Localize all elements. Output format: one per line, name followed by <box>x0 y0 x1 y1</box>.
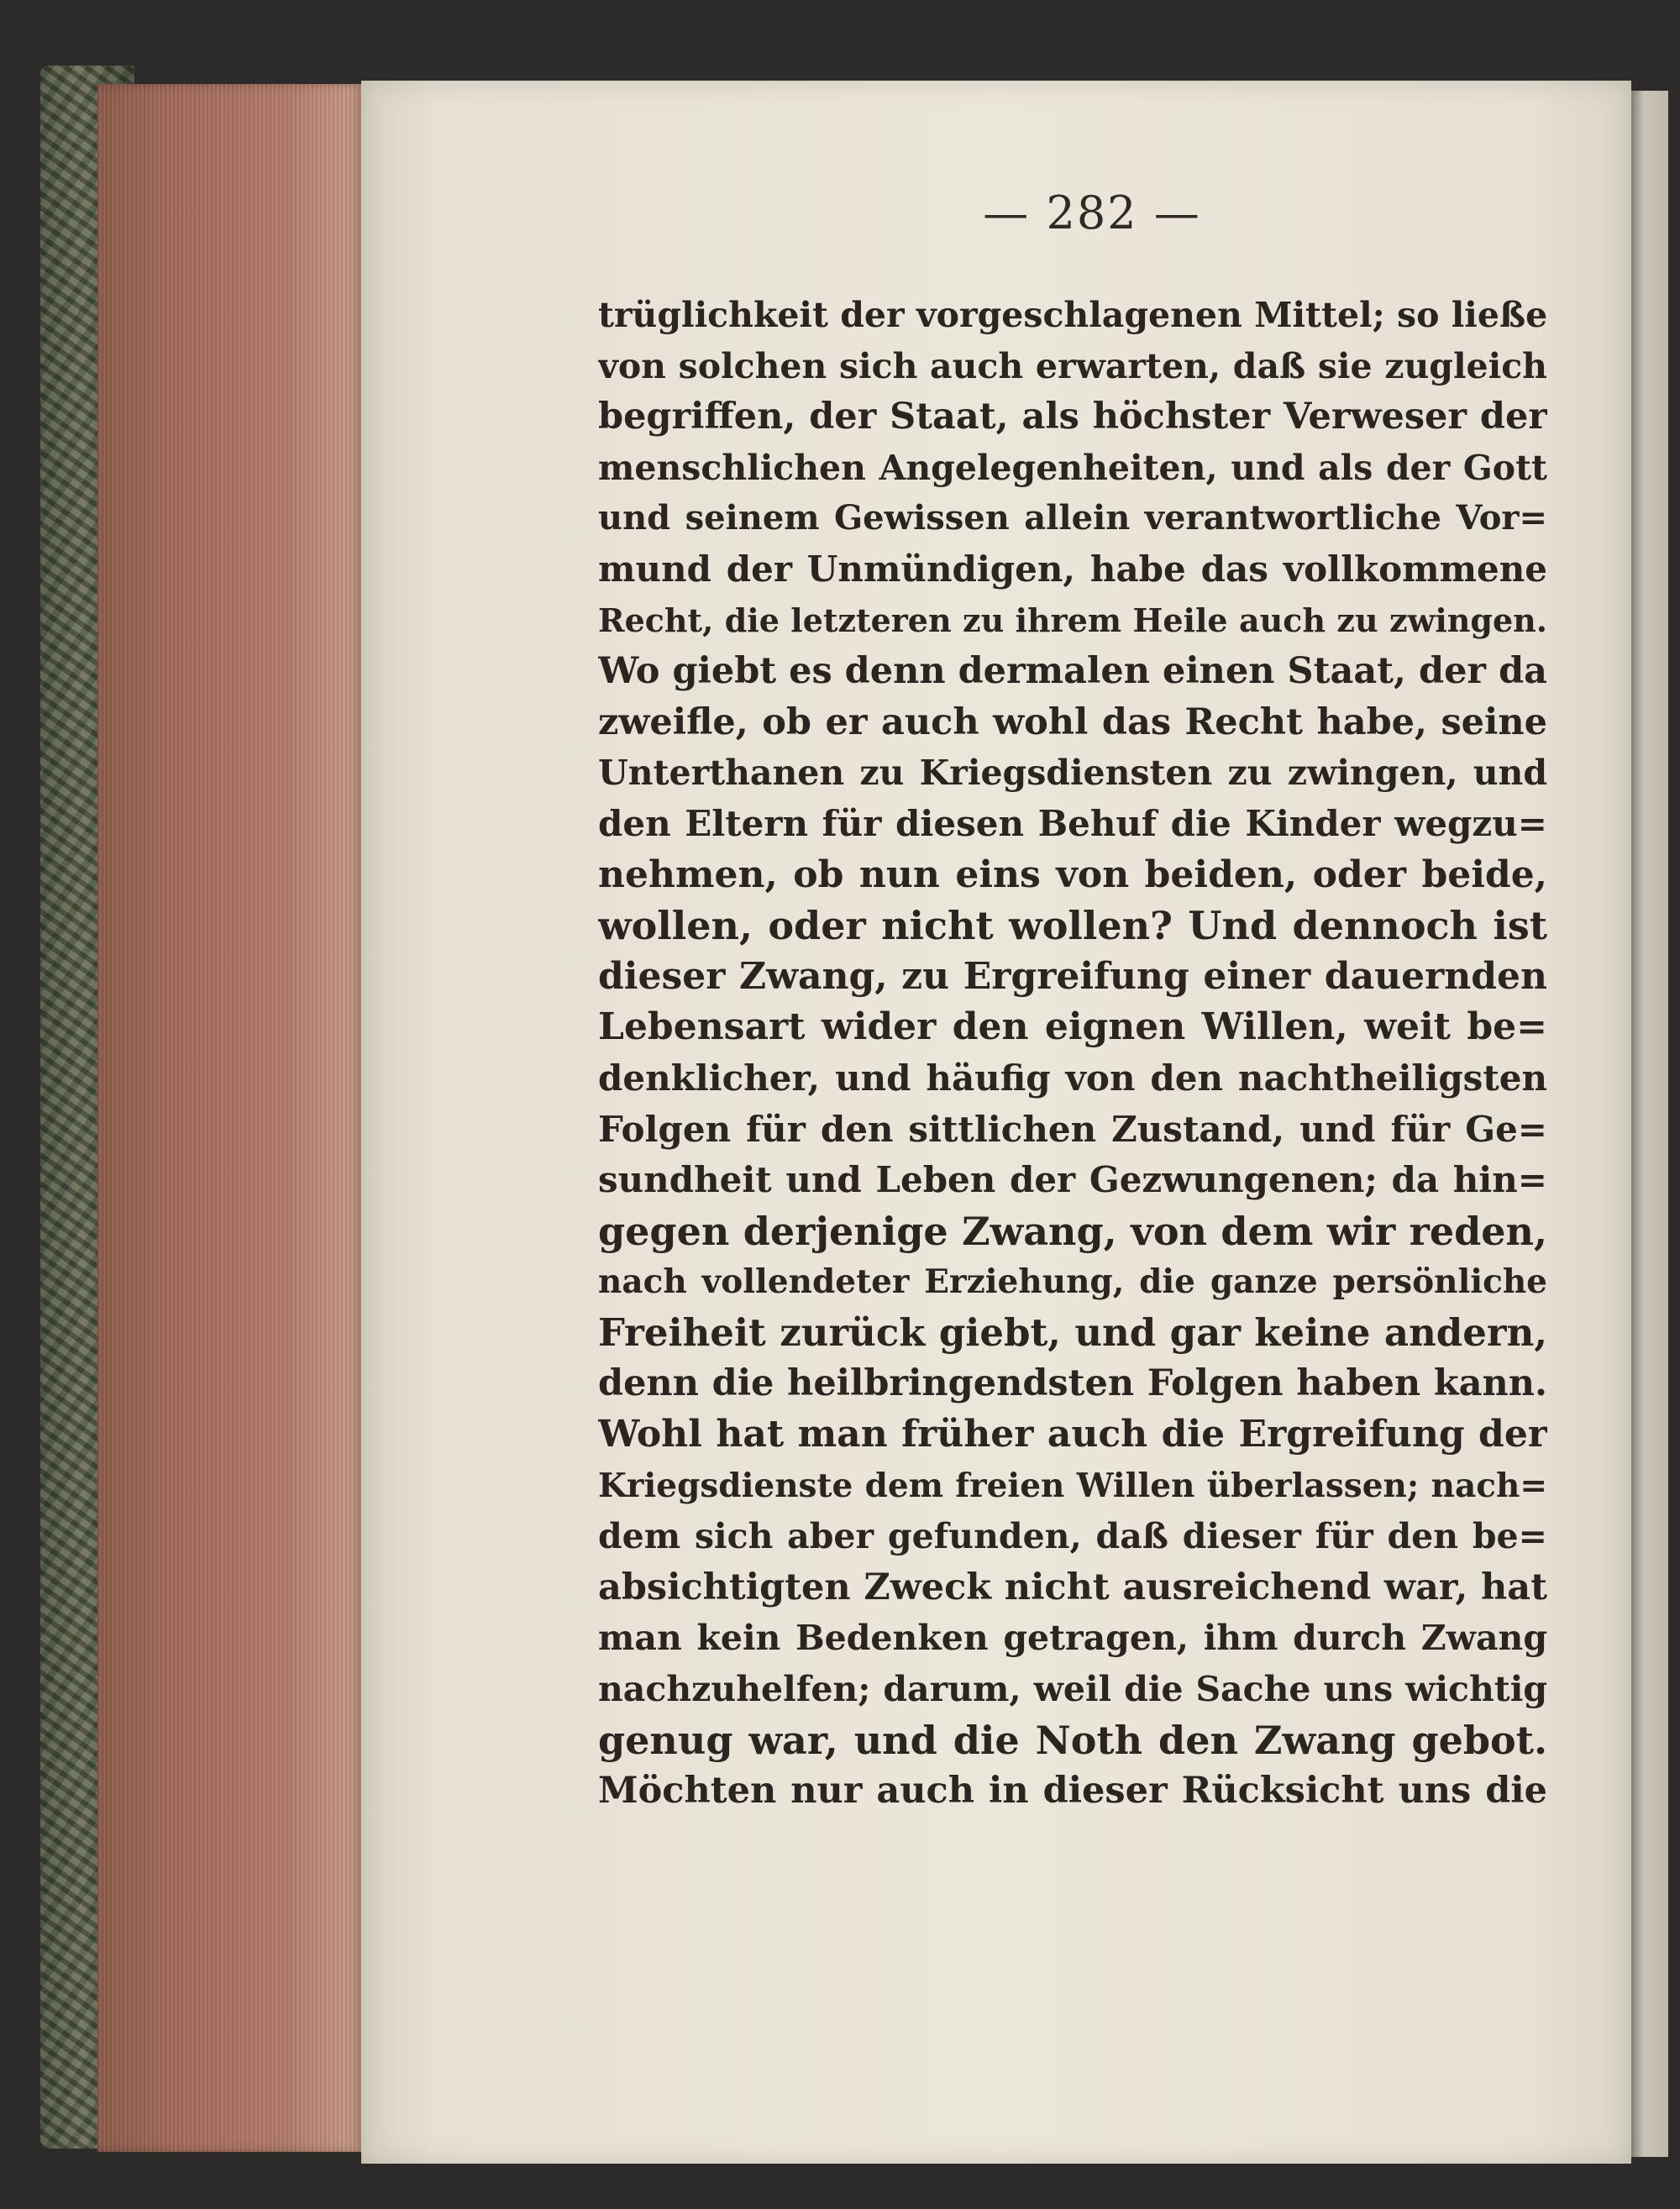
text-line: Möchten nur auch in dieser Rücksicht uns die <box>598 1770 1547 1813</box>
text-line: menschlichen Angelegenheiten, und als der Gott <box>598 447 1547 488</box>
text-line: denn die heilbringendsten Folgen haben kann. <box>598 1362 1547 1405</box>
text-line: Wo giebt es denn dermalen einen Staat, der da <box>598 650 1547 693</box>
text-line: sundheit und Leben der Gezwungenen; da hin= <box>598 1159 1547 1201</box>
text-line: Lebensart wider den eignen Willen, weit be= <box>598 1005 1547 1049</box>
text-line: denklicher, und häufig von den nachtheiligsten <box>598 1057 1547 1099</box>
text-line: Kriegsdienste dem freien Willen überlassen; nach= <box>598 1466 1547 1505</box>
text-line: nach vollendeter Erziehung, die ganze persönliche <box>598 1262 1547 1302</box>
text-line: mund der Unmündigen, habe das vollkommene <box>598 548 1547 590</box>
text-line: gegen derjenige Zwang, von dem wir reden, <box>598 1208 1547 1254</box>
page-text <box>598 290 1547 1817</box>
text-line: absichtigten Zweck nicht ausreichend war, hat <box>598 1566 1547 1608</box>
text-line: man kein Bedenken getragen, ihm durch Zwang <box>598 1618 1547 1659</box>
text-line: Freiheit zurück giebt, und gar keine andern, <box>598 1309 1547 1355</box>
text-line: den Eltern für diesen Behuf die Kinder wegzu= <box>598 802 1547 844</box>
text-line: von solchen sich auch erwarten, daß sie zugleich <box>598 345 1547 386</box>
text-line: genug war, und die Noth den Zwang gebot. <box>598 1717 1547 1763</box>
text-line: Wohl hat man früher auch die Ergreifung der <box>598 1413 1547 1456</box>
text-line: Recht, die letzteren zu ihrem Heile auch zu zwingen. <box>598 601 1547 639</box>
text-line: nehmen, ob nun eins von beiden, oder beide, <box>598 853 1547 896</box>
text-line: dieser Zwang, zu Ergreifung einer dauernden <box>598 954 1547 998</box>
text-line: dem sich aber gefunden, daß dieser für den be= <box>598 1516 1547 1557</box>
text-line: Folgen für den sittlichen Zustand, und für Ge= <box>598 1108 1547 1150</box>
text-line: zweifle, ob er auch wohl das Recht habe, seine <box>598 700 1547 743</box>
text-line: und seinem Gewissen allein verantwortliche Vor= <box>598 498 1547 538</box>
page-number: — 282 — <box>983 186 1201 239</box>
text-line: trüglichkeit der vorgeschlagenen Mittel; so ließe <box>598 295 1547 335</box>
text-line: nachzuhelfen; darum, weil die Sache uns wichtig <box>598 1669 1547 1710</box>
facing-page-sliver <box>1628 91 1668 2157</box>
text-line: begriffen, der Staat, als höchster Verweser der <box>598 396 1547 438</box>
text-line: Unterthanen zu Kriegsdiensten zu zwingen, und <box>598 753 1547 794</box>
page-block-edge <box>97 84 365 2152</box>
text-line: wollen, oder nicht wollen? Und dennoch ist <box>598 903 1547 949</box>
